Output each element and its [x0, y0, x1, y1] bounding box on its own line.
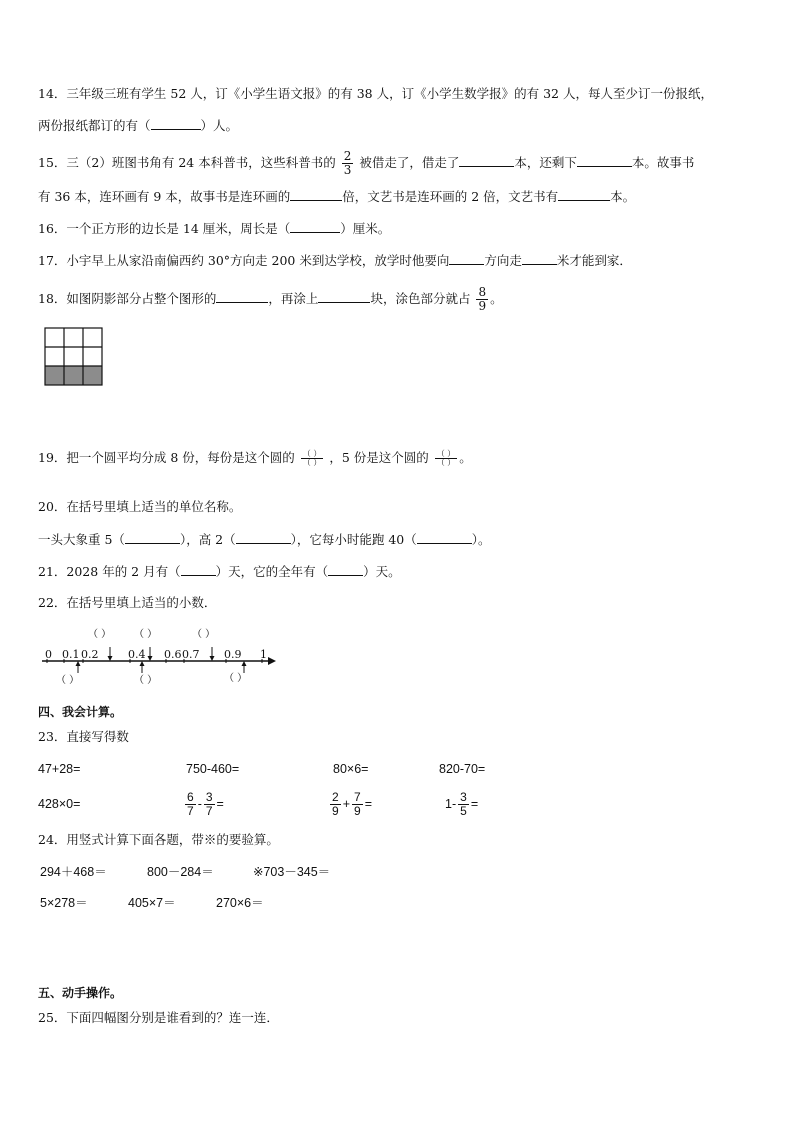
- q20-text-a: 一头大象重 5（: [38, 532, 125, 547]
- q22-tick-label: 0.9: [224, 648, 242, 661]
- q18-grid-shaded-row: [45, 366, 102, 385]
- q23-item-8: 1- $\frac{3}{5}$ =: [445, 790, 479, 819]
- q18-frac-den: 9: [478, 299, 487, 313]
- q15-frac-den: 3: [343, 163, 352, 177]
- q19-text-c: 。: [459, 450, 472, 465]
- q21-text-b: ）天，它的全年有（: [215, 564, 329, 579]
- q22-pointer-arrowhead: [140, 661, 145, 666]
- q21-text-a: 21．2028 年的 2 月有（: [38, 564, 181, 579]
- q20-blank-3[interactable]: [417, 531, 472, 544]
- q18-frac-num: 8: [478, 285, 487, 299]
- q15-blank-4[interactable]: [558, 188, 610, 201]
- q14-answer-blank[interactable]: [151, 117, 201, 130]
- q15-blank-3[interactable]: [290, 188, 342, 201]
- q18-text-b: ，再涂上: [268, 291, 319, 306]
- q22-tick-label: 0.4: [128, 648, 146, 661]
- q15-frac-num: 2: [343, 149, 352, 163]
- q14-text-b: ）人。: [200, 118, 239, 133]
- section-4-title: 四、我会计算。: [38, 705, 123, 719]
- q23-item-4: 820-70=: [439, 762, 486, 776]
- q17-blank-2[interactable]: [522, 252, 557, 265]
- q15-text-a: 15．三（2）班图书角有 24 本科普书，这些科普书的: [38, 155, 336, 170]
- q18-text-c: 块，涂色部分就占: [370, 291, 471, 306]
- q19-text-b: ，5 份是这个圆的: [329, 450, 429, 465]
- q15-blank-2[interactable]: [577, 154, 632, 167]
- q21: [38, 563, 401, 580]
- q22-tick-label: 0.2: [81, 648, 99, 661]
- q22-tick-label: 0: [45, 648, 52, 661]
- q15-text-e: 有 36 本，连环画有 9 本，故事书是连环画的: [38, 189, 291, 204]
- q19: [38, 450, 472, 467]
- q23-item-5: 428×0=: [38, 797, 81, 811]
- q22-pointer-arrowhead: [76, 661, 81, 666]
- q15-line1: [38, 150, 694, 177]
- q22-tick-label: 0.7: [182, 648, 200, 661]
- q16-text-a: 16．一个正方形的边长是 14 厘米，周长是（: [38, 221, 291, 236]
- q16-blank[interactable]: [290, 220, 340, 233]
- q15-text-b: 被借走了，借走了: [359, 155, 460, 170]
- q22-axis-arrow: [268, 657, 276, 665]
- q22-pointer-arrowhead: [148, 656, 153, 661]
- q23-item-7: $\frac{2}{9}$ + $\frac{7}{9}$ =: [332, 790, 372, 819]
- q17-text-a: 17．小宇早上从家沿南偏西约 30°方向走 200 米到达学校，放学时他要向: [38, 253, 450, 268]
- q22-answer-paren[interactable]: （ ）: [56, 675, 80, 686]
- q16: [38, 220, 390, 237]
- q20-title: 20．在括号里填上适当的单位名称。: [38, 499, 242, 514]
- q18-grid-figure: [44, 327, 104, 387]
- q22-pointer-arrowhead: [210, 656, 215, 661]
- q20-line: [38, 531, 491, 548]
- q21-blank-2[interactable]: [328, 563, 363, 576]
- q15-text-d: 本。故事书: [631, 155, 695, 170]
- q22-pointer-arrowhead: [108, 656, 113, 661]
- q25-title: 25．下面四幅图分别是谁看到的？连一连．: [38, 1010, 279, 1025]
- q15-text-g: 本。: [610, 189, 636, 204]
- q20-text-d: ）。: [471, 532, 491, 547]
- q20-text-c: ），它每小时能跑 40（: [290, 532, 417, 547]
- q18-text-a: 18．如图阴影部分占整个图形的: [38, 291, 217, 306]
- q20-text-b: ），高 2（: [179, 532, 236, 547]
- q24-item-2: 800－284＝: [147, 865, 214, 879]
- q20-blank-2[interactable]: [236, 531, 291, 544]
- q22-answer-paren[interactable]: （ ）: [88, 629, 112, 640]
- q14-text-a: 两份报纸都订的有（: [38, 118, 151, 133]
- q23-title: 23．直接写得数: [38, 729, 129, 744]
- q18-blank-2[interactable]: [318, 290, 370, 303]
- q18-fraction: [476, 286, 488, 313]
- q15-blank-1[interactable]: [459, 154, 514, 167]
- q16-text-b: ）厘米。: [340, 221, 391, 236]
- q24-title: 24．用竖式计算下面各题，带※的要验算。: [38, 832, 279, 847]
- q23-item-6: $\frac{6}{7}$ - $\frac{3}{7}$ =: [187, 790, 224, 819]
- q14-line2: [38, 117, 238, 134]
- q24-item-6: 270×6＝: [216, 896, 264, 910]
- q22-answer-paren[interactable]: （ ）: [224, 673, 248, 684]
- q22-answer-paren[interactable]: （ ）: [134, 675, 158, 686]
- q23-item-1: 47+28=: [38, 762, 81, 776]
- q15-text-c: 本，还剩下: [514, 155, 577, 170]
- q19-fraction-1[interactable]: $\frac{( )}{( )}$: [302, 449, 322, 467]
- q24-item-5: 405×7＝: [128, 896, 176, 910]
- q17: [38, 252, 632, 269]
- q18-text-d: 。: [490, 291, 503, 306]
- q15-fraction: [342, 150, 354, 177]
- q22-tick-label: 0.1: [62, 648, 80, 661]
- q22-title: 22．在括号里填上适当的小数．: [38, 595, 217, 610]
- q17-blank-1[interactable]: [449, 252, 484, 265]
- q20-blank-1[interactable]: [125, 531, 180, 544]
- q19-text-a: 19．把一个圆平均分成 8 份，每份是这个圆的: [38, 450, 295, 465]
- q22-answer-paren[interactable]: （ ）: [134, 629, 158, 640]
- q21-text-c: ）天。: [363, 564, 401, 579]
- q22-tick-label: 1: [260, 648, 267, 661]
- q23-item-3: 80×6=: [333, 762, 369, 776]
- q24-item-3: ※703－345＝: [253, 865, 331, 879]
- q15-line2: [38, 188, 635, 205]
- q22-number-line: [38, 625, 278, 687]
- section-5-title: 五、动手操作。: [38, 986, 123, 1000]
- q24-item-1: 294＋468＝: [40, 865, 107, 879]
- q15-text-f: 倍，文艺书是连环画的 2 倍，文艺书有: [342, 189, 559, 204]
- q21-blank-1[interactable]: [181, 563, 216, 576]
- q23-item-2: 750-460=: [186, 762, 240, 776]
- q22-pointer-arrowhead: [242, 661, 247, 666]
- q17-text-c: 米才能到家．: [556, 253, 632, 268]
- q22-tick-label: 0.6: [164, 648, 182, 661]
- q24-item-4: 5×278＝: [40, 896, 88, 910]
- q19-fraction-2[interactable]: $\frac{( )}{( )}$: [436, 449, 456, 467]
- q22-answer-paren[interactable]: （ ）: [192, 629, 216, 640]
- q18: [38, 286, 503, 313]
- q18-blank-1[interactable]: [216, 290, 268, 303]
- q14-line1: 14．三年级三班有学生 52 人，订《小学生语文报》的有 38 人，订《小学生数学报》的有 32 人，每人至少订一份报纸，: [38, 86, 713, 101]
- q17-text-b: 方向走: [484, 253, 522, 268]
